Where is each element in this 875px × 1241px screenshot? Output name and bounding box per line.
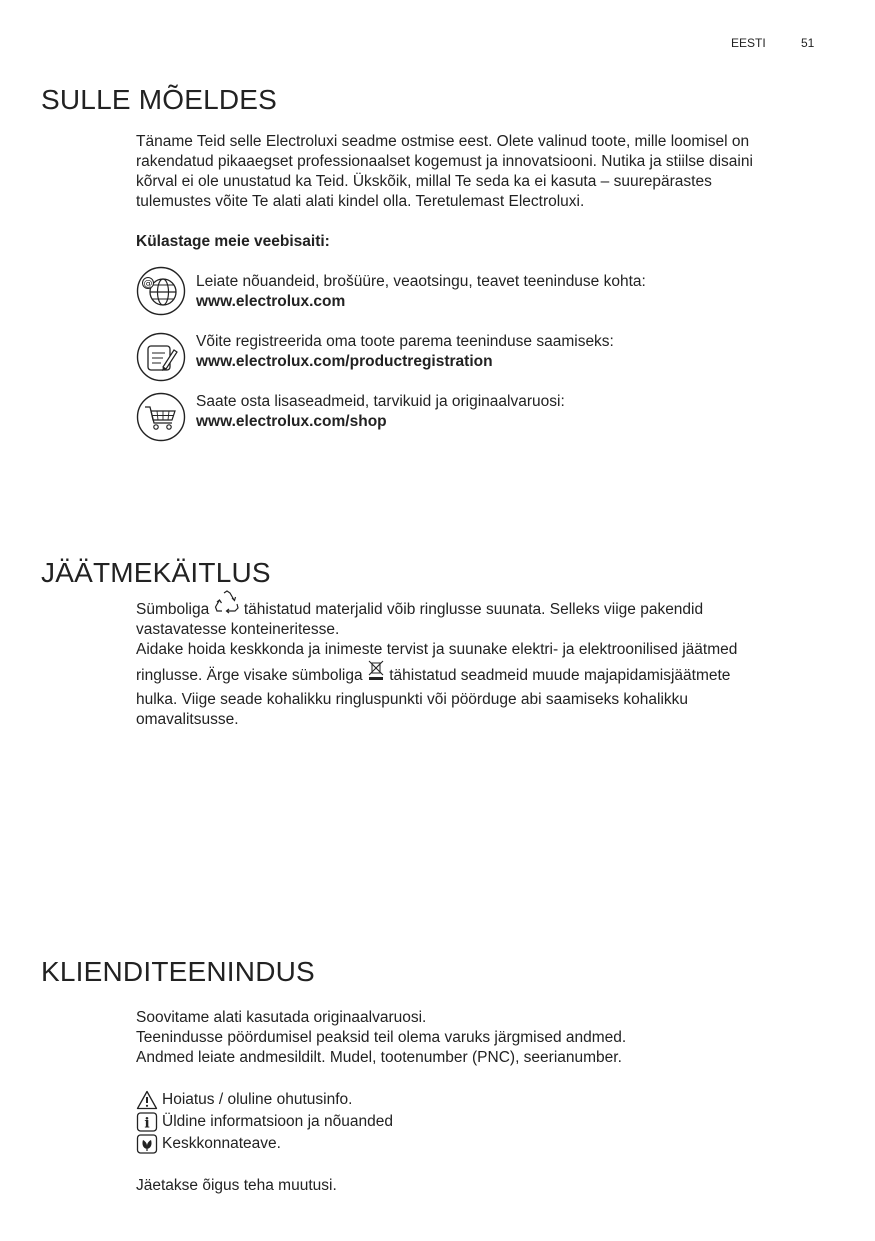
intro-paragraph	[136, 132, 816, 212]
product-registration-link[interactable]: www.electrolux.com/productregistration	[196, 353, 493, 370]
website-link[interactable]: www.electrolux.com	[196, 293, 346, 310]
svg-text:@: @	[143, 279, 153, 289]
symbol-label: Üldine informatsioon ja nõuanded	[162, 1113, 393, 1130]
intro-line: kõrval ei ole unustatud ka Teid. Ükskõik, millal Te seda ka ei kasuta – suurepärastes	[136, 173, 712, 190]
symbol-label: Hoiatus / oluline ohutusinfo.	[162, 1091, 353, 1108]
section-title-thinking: SULLE MÕELDES	[41, 84, 278, 115]
visit-label: Külastage meie veebisaiti:	[136, 233, 330, 250]
disposal-paragraph	[136, 600, 816, 730]
environment-icon	[136, 1134, 158, 1154]
section-title-disposal: JÄÄTMEKÄITLUS	[41, 557, 271, 588]
registration-icon	[136, 332, 186, 382]
svg-text:i: i	[144, 1115, 150, 1132]
link-description: Saate osta lisaseadmeid, tarvikuid ja originaalvaruosi:	[196, 393, 565, 410]
shop-link[interactable]: www.electrolux.com/shop	[196, 413, 387, 430]
disposal-text: tähistatud seadmeid muude majapidamisjäätmete	[389, 667, 731, 684]
section-title-service: KLIENDITEENINDUS	[41, 956, 315, 987]
disposal-text: ringlusse. Ärge visake sümboliga	[136, 667, 363, 684]
symbol-row	[136, 1133, 816, 1155]
cart-icon	[136, 392, 186, 442]
info-icon	[136, 1112, 158, 1132]
disposal-text: Sümboliga	[136, 601, 210, 618]
service-line: Teenindusse pöördumisel peaksid teil olema varuks järgmised andmed.	[136, 1029, 627, 1046]
intro-line: rakendatud pikaaegset professionaalset kogemust ja innovatsiooni. Nutika ja stiilse disaini	[136, 153, 753, 170]
link-description: Võite registreerida oma toote parema teeninduse saamiseks:	[196, 333, 614, 350]
recycle-icon	[214, 590, 240, 614]
disposal-text: hulka. Viige seade kohalikku ringluspunkti või pöörduge abi saamiseks kohalikku	[136, 691, 689, 708]
service-line: Andmed leiate andmesildilt. Mudel, tootenumber (PNC), seerianumber.	[136, 1049, 622, 1066]
disposal-text: tähistatud materjalid võib ringlusse suunata. Selleks viige pakendid	[243, 601, 704, 618]
service-line: Soovitame alati kasutada originaalvaruosi.	[136, 1009, 427, 1026]
service-paragraph	[136, 1008, 816, 1068]
globe-icon	[136, 266, 186, 316]
footer-note: Jäetakse õigus teha muutusi.	[136, 1177, 337, 1194]
disposal-text: Aidake hoida keskkonda ja inimeste tervist ja suunake elektri- ja elektroonilised jäätmed	[136, 641, 738, 658]
disposal-text: omavalitsusse.	[136, 711, 239, 728]
crossed-bin-icon	[367, 660, 385, 682]
warning-icon	[136, 1090, 158, 1110]
symbol-label: Keskkonnateave.	[162, 1135, 281, 1152]
symbol-row	[136, 1111, 816, 1133]
symbol-legend	[136, 1089, 816, 1155]
link-description: Leiate nõuandeid, brošüüre, veaotsingu, teavet teeninduse kohta:	[196, 273, 646, 290]
intro-line: tulemustes võite Te alati alati kindel olla. Teretulemast Electroluxi.	[136, 193, 585, 210]
intro-line: Täname Teid selle Electroluxi seadme ostmise eest. Olete valinud toote, mille loomisel on	[136, 133, 750, 150]
page-number: 51	[801, 36, 815, 50]
symbol-row	[136, 1089, 816, 1111]
header-language: EESTI	[731, 36, 766, 50]
disposal-text: vastavatesse konteineritesse.	[136, 621, 340, 638]
